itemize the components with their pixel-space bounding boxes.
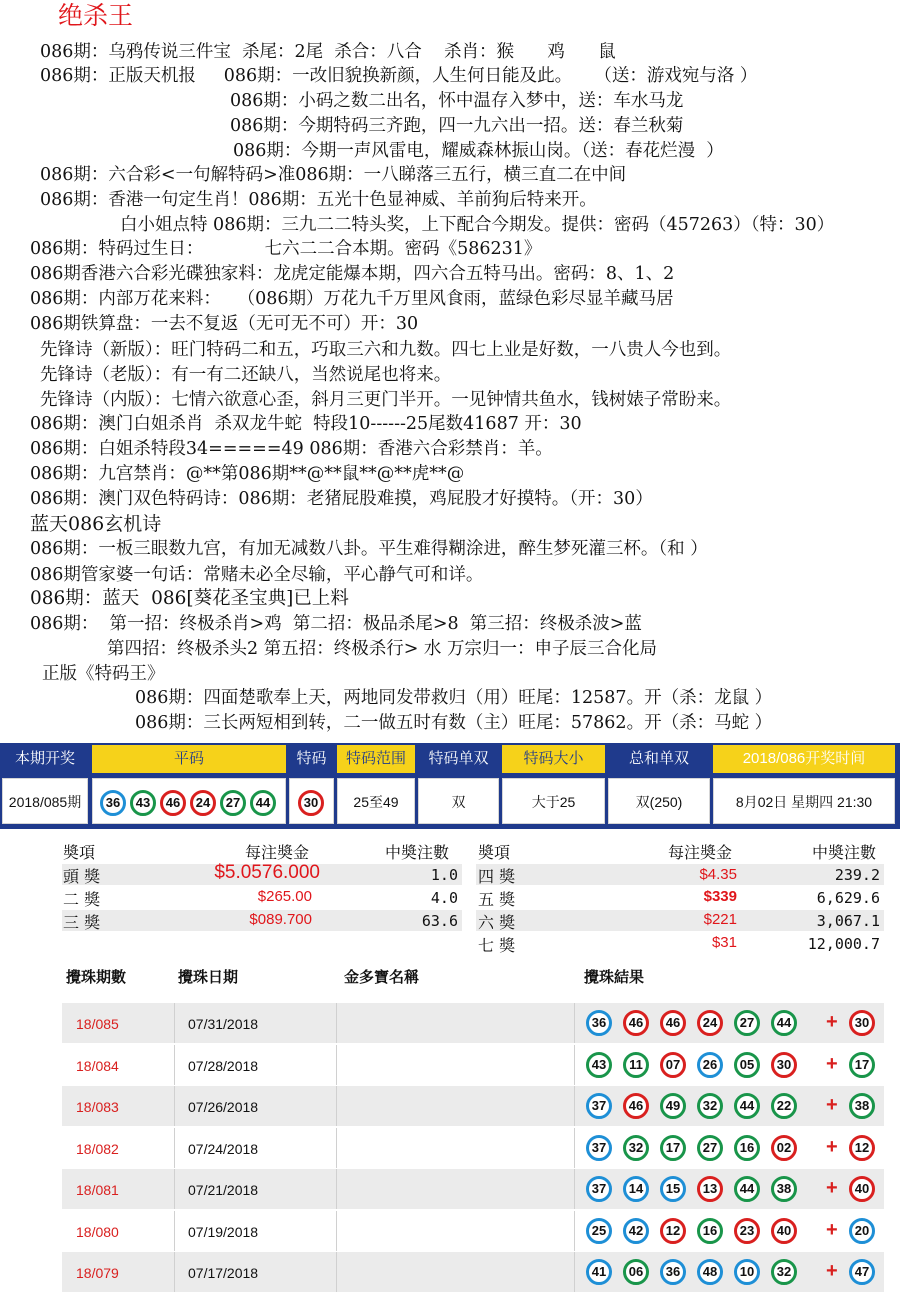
text-line: 086期：小码之数二出名，怀中温存入梦中，送：车水马龙 xyxy=(230,91,684,111)
column-divider xyxy=(574,1086,575,1126)
prize-name: 四 獎 xyxy=(478,867,516,886)
header-special-number: 特码 xyxy=(289,745,334,773)
header-regular-numbers: 平码 xyxy=(92,745,286,773)
result-ball: 43 xyxy=(130,790,156,816)
amount-col-header: 每注奬金 xyxy=(668,843,733,862)
column-divider xyxy=(174,1169,175,1209)
history-special-ball: 38 xyxy=(849,1093,875,1119)
result-ball: 27 xyxy=(220,790,246,816)
history-ball: 37 xyxy=(586,1176,612,1202)
result-ball: 46 xyxy=(160,790,186,816)
history-ball: 37 xyxy=(586,1093,612,1119)
table-row xyxy=(62,1169,884,1209)
prize-amount: $5.0576.000 xyxy=(214,862,320,883)
count-col-header: 中奬注數 xyxy=(812,843,877,862)
text-line: 086期香港六合彩光碟独家料：龙虎定能爆本期，四六合五特马出。密码：8、1、2 xyxy=(30,264,675,284)
history-special-ball: 47 xyxy=(849,1259,875,1285)
text-line: 086期：正版天机报 086期：一改旧貌换新颜，人生何日能及此。 （送：游戏宛与洛 ） xyxy=(40,66,758,86)
prize-amount: $221 xyxy=(703,911,737,928)
header-special-size: 特码大小 xyxy=(502,745,605,773)
history-date: 07/24/2018 xyxy=(188,1141,259,1157)
prize-count: 1.0 xyxy=(430,866,458,884)
table-row xyxy=(62,1045,884,1085)
column-divider xyxy=(336,1252,337,1292)
text-line: 086期：澳门双色特码诗：086期：老猪屁股难摸，鸡屁股才好摸特。（开：30） xyxy=(30,489,653,509)
history-draw: 18/081 xyxy=(76,1182,119,1198)
history-draw: 18/084 xyxy=(76,1058,119,1074)
column-divider xyxy=(336,1086,337,1126)
history-ball: 23 xyxy=(734,1218,760,1244)
header-special-range: 特码范围 xyxy=(337,745,415,773)
text-line: 086期：今期特码三齐跑，四一九六出一招。送：春兰秋菊 xyxy=(230,116,684,136)
history-draw: 18/082 xyxy=(76,1141,119,1157)
column-divider xyxy=(336,1211,337,1251)
history-draw: 18/080 xyxy=(76,1224,119,1240)
text-line: 086期：九宫禁肖：@**第086期**@**鼠**@**虎**@ xyxy=(30,464,465,484)
column-divider xyxy=(336,1169,337,1209)
history-ball: 44 xyxy=(771,1010,797,1036)
history-ball: 24 xyxy=(697,1010,723,1036)
prize-amount: $31 xyxy=(711,934,737,951)
text-line: 086期管家婆一句话：常赌未必全尽输，平心静气可和详。 xyxy=(30,565,484,585)
result-ball: 24 xyxy=(190,790,216,816)
column-divider xyxy=(174,1211,175,1251)
text-line: 白小姐点特 086期：三九二二特头奖，上下配合今期发。提供：密码（457263）（特：30） xyxy=(120,215,835,235)
history-date: 07/31/2018 xyxy=(188,1016,259,1032)
history-draw: 18/083 xyxy=(76,1099,119,1115)
text-line: 086期：澳门白姐杀肖 杀双龙牛蛇 特段10------25尾数41687 开：30 xyxy=(30,414,582,434)
history-ball: 46 xyxy=(623,1093,649,1119)
history-ball: 17 xyxy=(660,1135,686,1161)
plus-sign: + xyxy=(826,1260,838,1282)
text-line: 086期：四面楚歌奉上天，两地同发带救归（用）旺尾：12587。开（杀：龙鼠 ） xyxy=(135,688,773,708)
text-line: 086期：一板三眼数九宫，有加无减数八卦。平生难得糊涂进，醉生梦死灌三杯。（和 ） xyxy=(30,539,708,559)
text-line: 先锋诗（内版）：七情六欲意心歪，斜月三更门半开。一见钟情共鱼水，钱树婊子常盼来。 xyxy=(40,390,732,410)
history-ball: 36 xyxy=(586,1010,612,1036)
history-date: 07/28/2018 xyxy=(188,1058,259,1074)
history-special-ball: 17 xyxy=(849,1052,875,1078)
table-row xyxy=(62,1128,884,1168)
column-divider xyxy=(174,1128,175,1168)
history-ball: 44 xyxy=(734,1093,760,1119)
prize-col-header: 奬項 xyxy=(63,843,96,862)
history-ball: 25 xyxy=(586,1218,612,1244)
history-date: 07/21/2018 xyxy=(188,1182,259,1198)
history-ball: 48 xyxy=(697,1259,723,1285)
sum-odd-even: 双(250) xyxy=(608,778,710,824)
prize-count: 3,067.1 xyxy=(816,912,880,930)
header-sum-odd-even: 总和单双 xyxy=(608,745,710,773)
column-divider xyxy=(574,1128,575,1168)
header-current-draw: 本期开奖 xyxy=(2,745,88,773)
history-ball: 27 xyxy=(697,1135,723,1161)
history-special-ball: 20 xyxy=(849,1218,875,1244)
column-divider xyxy=(174,1045,175,1085)
history-ball: 38 xyxy=(771,1176,797,1202)
prize-name: 七 獎 xyxy=(478,936,516,955)
history-ball: 49 xyxy=(660,1093,686,1119)
history-date: 07/19/2018 xyxy=(188,1224,259,1240)
history-ball: 36 xyxy=(660,1259,686,1285)
history-ball: 06 xyxy=(623,1259,649,1285)
table-row xyxy=(62,1003,884,1043)
text-line: 086期：今期一声风雷电，耀威森林振山岗。（送：春花烂漫 ） xyxy=(233,141,724,161)
column-divider xyxy=(336,1003,337,1043)
special-size: 大于25 xyxy=(502,778,605,824)
column-divider xyxy=(574,1169,575,1209)
text-line: 第四招：终极杀头2 第五招：终极杀行> 水 万宗归一：申子辰三合化局 xyxy=(107,639,657,659)
history-ball: 32 xyxy=(697,1093,723,1119)
amount-col-header: 每注奬金 xyxy=(245,843,310,862)
prize-count: 12,000.7 xyxy=(807,935,880,953)
history-col-draw: 攪珠期數 xyxy=(66,968,127,986)
prize-col-header: 奬項 xyxy=(478,843,511,862)
history-date: 07/17/2018 xyxy=(188,1265,259,1281)
table-row xyxy=(62,1252,884,1292)
header-special-odd-even: 特码单双 xyxy=(418,745,499,773)
text-line: 086期：三长两短相到转，二一做五时有数（主）旺尾：57862。开（杀：马蛇 ） xyxy=(135,713,773,733)
column-divider xyxy=(574,1003,575,1043)
history-ball: 10 xyxy=(734,1259,760,1285)
prize-name: 五 獎 xyxy=(478,890,516,909)
history-ball: 30 xyxy=(771,1052,797,1078)
column-divider xyxy=(574,1211,575,1251)
history-ball: 43 xyxy=(586,1052,612,1078)
history-ball: 46 xyxy=(623,1010,649,1036)
history-ball: 14 xyxy=(623,1176,649,1202)
prize-name: 二 獎 xyxy=(63,890,101,909)
plus-sign: + xyxy=(826,1136,838,1158)
text-line: 086期： 第一招：终极杀肖>鸡 第二招：极品杀尾>8 第三招：终极杀波>蓝 xyxy=(30,614,642,634)
text-line: 086期：香港一句定生肖！086期：五光十色显神威、羊前狗后特来开。 xyxy=(40,190,597,210)
column-divider xyxy=(574,1252,575,1292)
column-divider xyxy=(336,1128,337,1168)
history-col-date: 攪珠日期 xyxy=(178,968,239,986)
history-ball: 44 xyxy=(734,1176,760,1202)
history-ball: 13 xyxy=(697,1176,723,1202)
history-ball: 16 xyxy=(697,1218,723,1244)
prize-count: 6,629.6 xyxy=(816,889,880,907)
history-ball: 16 xyxy=(734,1135,760,1161)
prize-count: 239.2 xyxy=(834,866,880,884)
history-ball: 40 xyxy=(771,1218,797,1244)
prize-name: 三 獎 xyxy=(63,913,101,932)
history-ball: 05 xyxy=(734,1052,760,1078)
header-next-draw-time: 2018/086开奖时间 xyxy=(713,745,895,773)
text-line: 086期：白姐杀特段34=====49 086期：香港六合彩禁肖：羊。 xyxy=(30,439,553,459)
history-col-result: 攪珠結果 xyxy=(584,968,645,986)
history-ball: 02 xyxy=(771,1135,797,1161)
prize-count: 63.6 xyxy=(421,912,458,930)
history-ball: 22 xyxy=(771,1093,797,1119)
result-ball: 36 xyxy=(100,790,126,816)
history-draw: 18/085 xyxy=(76,1016,119,1032)
history-ball: 46 xyxy=(660,1010,686,1036)
history-ball: 27 xyxy=(734,1010,760,1036)
text-line: 086期：特码过生日： 七六二二合本期。密码《586231》 xyxy=(30,239,542,259)
draw-number: 2018/085期 xyxy=(2,778,88,824)
column-divider xyxy=(174,1086,175,1126)
history-ball: 12 xyxy=(660,1218,686,1244)
prize-count: 4.0 xyxy=(430,889,458,907)
column-divider xyxy=(174,1252,175,1292)
history-ball: 11 xyxy=(623,1052,649,1078)
result-ball: 44 xyxy=(250,790,276,816)
text-line: 先锋诗（新版）：旺门特码二和五，巧取三六和九数。四七上业是好数，一八贵人今也到。 xyxy=(40,340,732,360)
history-ball: 26 xyxy=(697,1052,723,1078)
prize-amount: $339 xyxy=(703,888,737,905)
history-ball: 41 xyxy=(586,1259,612,1285)
prize-amount: $089.700 xyxy=(249,911,312,928)
text-line: 先锋诗（老版）：有一有二还缺八，当然说尾也将来。 xyxy=(40,365,452,385)
count-col-header: 中奬注數 xyxy=(385,843,450,862)
next-draw-time: 8月02日 星期四 21:30 xyxy=(713,778,895,824)
special-ball: 30 xyxy=(298,790,324,816)
prize-name: 六 獎 xyxy=(478,913,516,932)
history-ball: 07 xyxy=(660,1052,686,1078)
history-draw: 18/079 xyxy=(76,1265,119,1281)
plus-sign: + xyxy=(826,1177,838,1199)
page-title: 绝杀王 xyxy=(58,1,134,30)
history-date: 07/26/2018 xyxy=(188,1099,259,1115)
text-line: 086期：六合彩<一句解特码>准086期：一八睇落三五行，横三直二在中间 xyxy=(40,165,627,185)
column-divider xyxy=(336,1045,337,1085)
text-line: 086期：内部万花来料： （086期）万花九千万里风食雨，蓝绿色彩尽显羊藏马居 xyxy=(30,289,674,309)
table-row xyxy=(62,1086,884,1126)
history-ball: 32 xyxy=(623,1135,649,1161)
history-special-ball: 12 xyxy=(849,1135,875,1161)
prize-amount: $265.00 xyxy=(257,888,312,905)
prize-name: 頭 獎 xyxy=(63,867,101,886)
history-ball: 42 xyxy=(623,1218,649,1244)
text-line: 086期铁算盘：一去不复返（无可无不可）开：30 xyxy=(30,314,419,334)
text-line: 086期：蓝天 086[葵花圣宝典]已上料 xyxy=(30,588,349,609)
history-special-ball: 40 xyxy=(849,1176,875,1202)
history-special-ball: 30 xyxy=(849,1010,875,1036)
table-row xyxy=(62,1211,884,1251)
history-ball: 15 xyxy=(660,1176,686,1202)
special-odd-even: 双 xyxy=(418,778,499,824)
column-divider xyxy=(174,1003,175,1043)
section-heading: 蓝天086玄机诗 xyxy=(30,513,162,535)
plus-sign: + xyxy=(826,1053,838,1075)
plus-sign: + xyxy=(826,1219,838,1241)
column-divider xyxy=(574,1045,575,1085)
plus-sign: + xyxy=(826,1011,838,1033)
plus-sign: + xyxy=(826,1094,838,1116)
text-line: 086期：乌鸦传说三件宝 杀尾：2尾 杀合：八合 杀肖：猴 鸡 鼠 xyxy=(40,42,616,62)
history-ball: 37 xyxy=(586,1135,612,1161)
text-line: 正版《特码王》 xyxy=(42,664,165,684)
history-ball: 32 xyxy=(771,1259,797,1285)
prize-amount: $4.35 xyxy=(699,866,737,883)
history-col-name: 金多寶名稱 xyxy=(344,968,420,986)
special-range: 25至49 xyxy=(337,778,415,824)
